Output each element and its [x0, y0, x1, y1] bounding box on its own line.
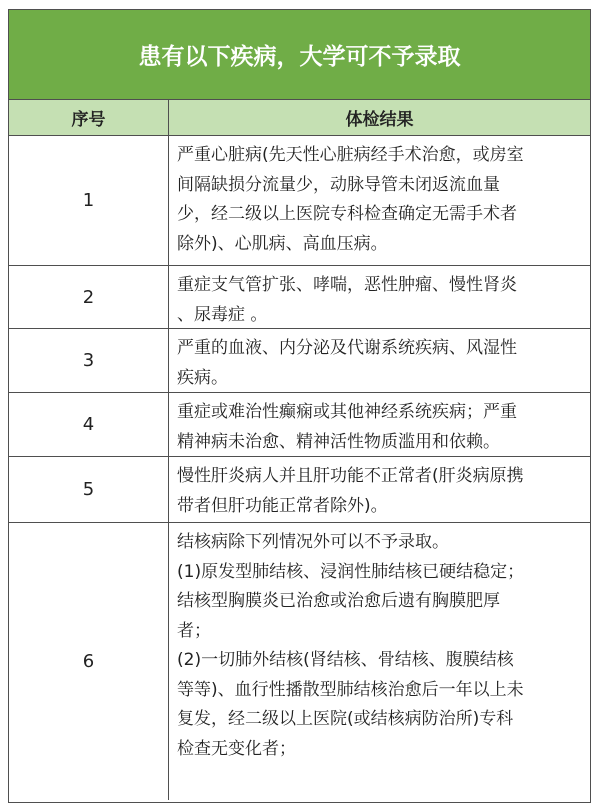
row-result [169, 329, 590, 392]
row-index: 2 [9, 266, 169, 328]
row-result [169, 266, 590, 328]
result-text-line: 带者但肝功能正常者除外)。 [177, 495, 388, 516]
table-row [9, 393, 590, 457]
result-text-line: 结核病除下列情况外可以不予录取。 [177, 532, 449, 552]
result-text-line: 重症支气管扩张、哮喘，恶性肿瘤、慢性肾炎 [177, 275, 517, 295]
result-text-line: 严重的血液、内分泌及代谢系统疾病、风湿性 [177, 338, 517, 358]
result-text-line: 复发，经二级以上医院(或结核病防治所)专科 [177, 709, 514, 729]
result-text-line: 少，经二级以上医院专科检查确定无需手术者 [177, 204, 517, 224]
result-text-line: 除外)、心肌病、高血压病。 [177, 233, 388, 254]
row-result [169, 136, 590, 265]
row-result [169, 393, 590, 456]
row-index: 4 [9, 393, 169, 456]
row-index: 1 [9, 136, 169, 265]
admission-disease-table [8, 9, 591, 803]
result-text-line: 严重心脏病(先天性心脏病经手术治愈，或房室 [177, 145, 524, 165]
row-result [169, 523, 590, 800]
result-text-line: 精神病未治愈、精神活性物质滥用和依赖。 [177, 431, 500, 452]
table-title: 患有以下疾病，大学可不予录取 [9, 10, 590, 100]
row-result [169, 457, 590, 522]
table-header-row [9, 100, 590, 136]
table-row [9, 266, 590, 329]
table-row [9, 329, 590, 393]
table-body [9, 136, 590, 800]
result-text-line: 检查无变化者； [177, 738, 296, 759]
row-index: 3 [9, 329, 169, 392]
table-row [9, 136, 590, 266]
table-row [9, 457, 590, 523]
result-text-line: 间隔缺损分流量少，动脉导管未闭返流血量 [177, 174, 500, 195]
header-index: 序号 [9, 100, 169, 135]
result-text-line: 疾病。 [177, 367, 228, 388]
table-row [9, 523, 590, 800]
row-index: 5 [9, 457, 169, 522]
result-text-line: 者； [177, 620, 211, 641]
result-text-line: (2)一切肺外结核(肾结核、骨结核、腹膜结核 [177, 650, 514, 670]
result-text-line: 等等)、血行性播散型肺结核治愈后一年以上未 [177, 679, 524, 700]
result-text-line: 结核型胸膜炎已治愈或治愈后遗有胸膜肥厚 [177, 591, 500, 611]
result-text-line: 重症或难治性癫痫或其他神经系统疾病；严重 [177, 402, 517, 422]
row-index: 6 [9, 523, 169, 800]
result-text-line: 慢性肝炎病人并且肝功能不正常者(肝炎病原携 [177, 466, 524, 486]
header-result: 体检结果 [345, 110, 414, 130]
result-text-line: (1)原发型肺结核、浸润性肺结核已硬结稳定； [177, 561, 525, 582]
result-text-line: 、尿毒症 。 [177, 304, 268, 325]
